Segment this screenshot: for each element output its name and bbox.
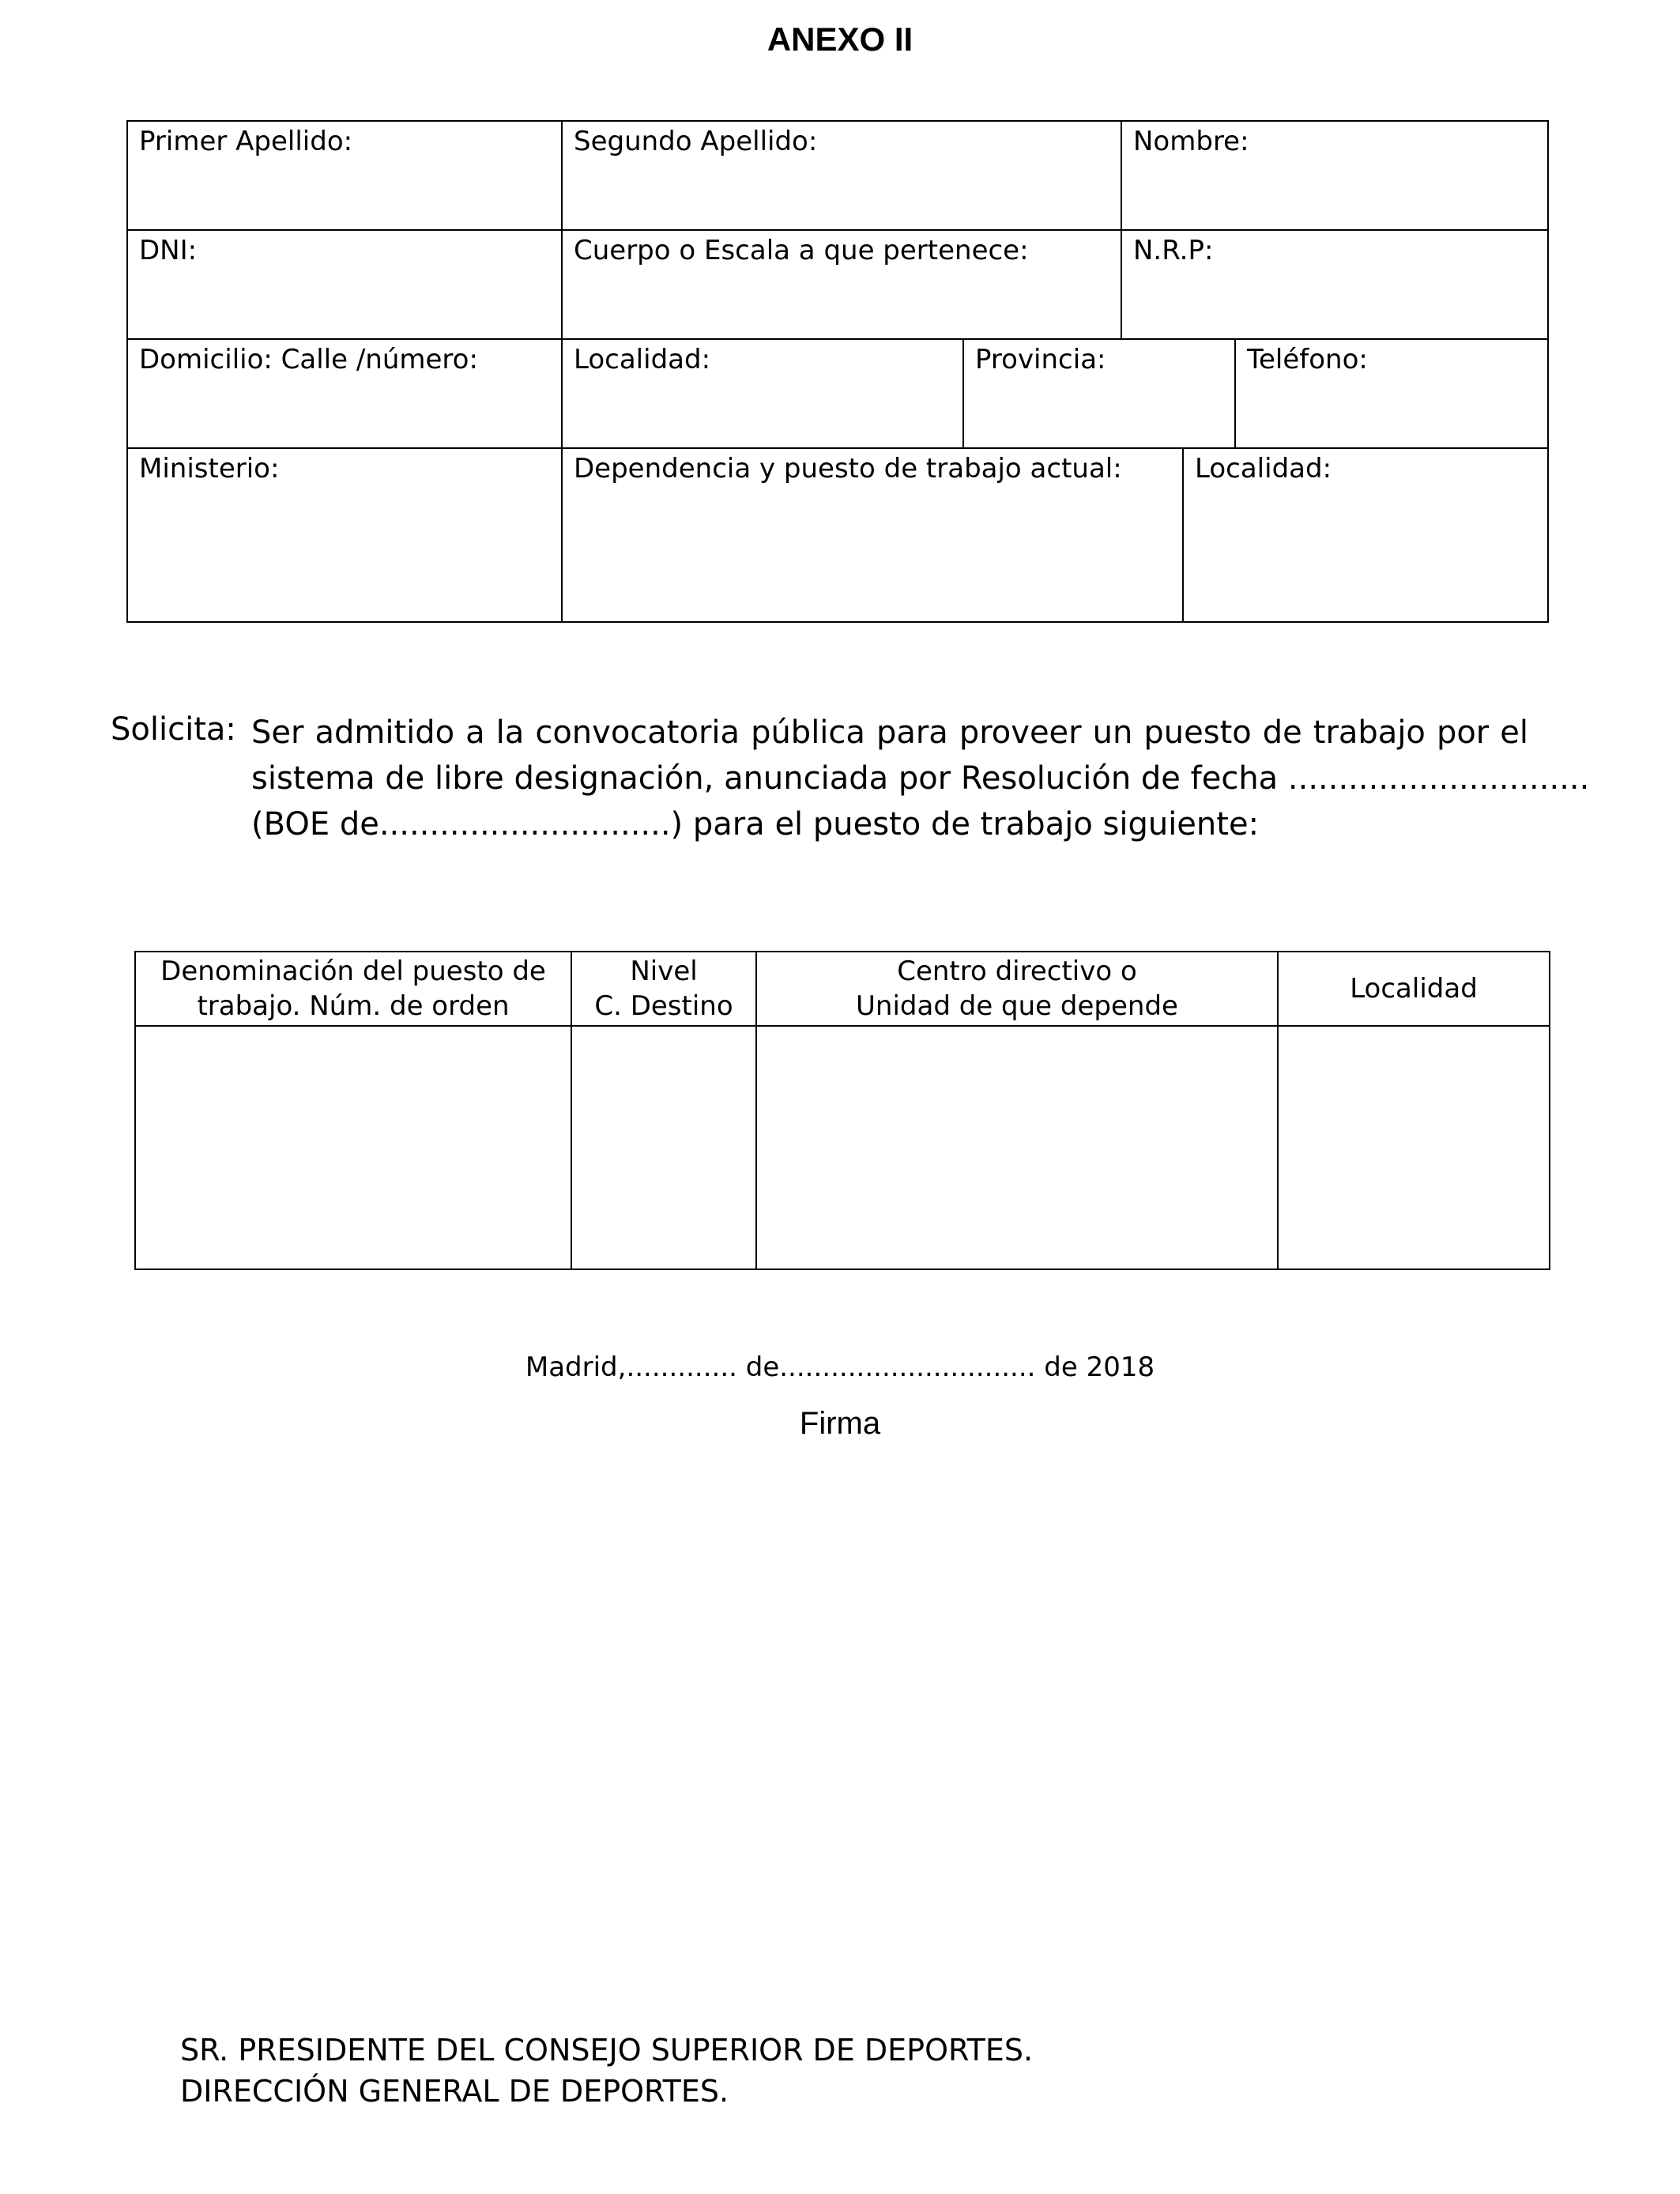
segundo-apellido-field[interactable]: Segundo Apellido: — [574, 126, 818, 157]
primer-apellido-field[interactable]: Primer Apellido: — [139, 126, 353, 157]
header-centro-directivo — [757, 954, 1277, 1023]
localidad-field[interactable]: Localidad: — [574, 344, 711, 375]
col-divider — [1121, 122, 1122, 231]
header-nivel-line2: C. Destino — [594, 990, 733, 1022]
job-centro-cell[interactable] — [757, 1027, 1277, 1269]
solicita-line-3: (BOE de.............................) para el puesto de trabajo siguiente: — [251, 806, 1260, 843]
header-nivel-line1: Nivel — [630, 956, 698, 987]
ministerio-field[interactable]: Ministerio: — [139, 453, 280, 484]
cuerpo-escala-field[interactable]: Cuerpo o Escala a que pertenece: — [574, 235, 1029, 266]
col-divider — [561, 338, 563, 449]
col-divider — [962, 338, 964, 449]
dependencia-field[interactable]: Dependencia y puesto de trabajo actual: — [574, 453, 1122, 484]
header-centro-line2: Unidad de que depende — [856, 990, 1178, 1022]
nombre-field[interactable]: Nombre: — [1133, 126, 1249, 157]
localidad-actual-field[interactable]: Localidad: — [1195, 453, 1332, 484]
solicita-label: Solicita: — [111, 711, 236, 748]
addressee-line-2: DIRECCIÓN GENERAL DE DEPORTES. — [180, 2074, 729, 2109]
col-divider — [561, 122, 563, 231]
job-position-table — [134, 951, 1550, 1270]
row-divider — [128, 447, 1547, 449]
row-divider — [128, 229, 1547, 231]
provincia-field[interactable]: Provincia: — [975, 344, 1106, 375]
header-denominacion-line2: trabajo. Núm. de orden — [197, 990, 510, 1022]
header-denominacion-line1: Denominación del puesto de — [160, 956, 546, 987]
row-divider — [128, 338, 1547, 340]
col-divider — [561, 229, 563, 340]
addressee-line-1: SR. PRESIDENTE DEL CONSEJO SUPERIOR DE DEPORTES. — [180, 2033, 1034, 2068]
telefono-field[interactable]: Teléfono: — [1247, 344, 1368, 375]
col-divider — [561, 447, 563, 623]
page-title: ANEXO II — [767, 21, 913, 58]
personal-data-table — [126, 120, 1549, 623]
header-nivel — [572, 954, 755, 1023]
firma-label: Firma — [799, 1406, 881, 1441]
solicita-line-1: Ser admitido a la convocatoria pública para proveer un puesto de trabajo por el — [251, 714, 1528, 751]
nrp-field[interactable]: N.R.P: — [1133, 235, 1214, 266]
header-denominacion — [136, 954, 571, 1023]
dni-field[interactable]: DNI: — [139, 235, 198, 266]
job-denominacion-cell[interactable] — [136, 1027, 571, 1269]
col-divider — [1121, 229, 1122, 340]
job-nivel-cell[interactable] — [572, 1027, 755, 1269]
header-localidad — [1279, 971, 1549, 1006]
header-localidad-line1: Localidad — [1350, 973, 1478, 1005]
domicilio-field[interactable]: Domicilio: Calle /número: — [139, 344, 478, 375]
date-line: Madrid,............. de.............................. de 2018 — [525, 1351, 1155, 1383]
job-localidad-cell[interactable] — [1279, 1027, 1549, 1269]
solicita-paragraph — [251, 710, 1590, 847]
addressee-footer — [180, 2030, 1033, 2112]
col-divider — [1182, 447, 1184, 623]
col-divider — [1234, 338, 1236, 449]
header-centro-line1: Centro directivo o — [897, 956, 1137, 987]
solicita-line-2: sistema de libre designación, anunciada por Resolución de fecha .............................. — [251, 760, 1590, 797]
